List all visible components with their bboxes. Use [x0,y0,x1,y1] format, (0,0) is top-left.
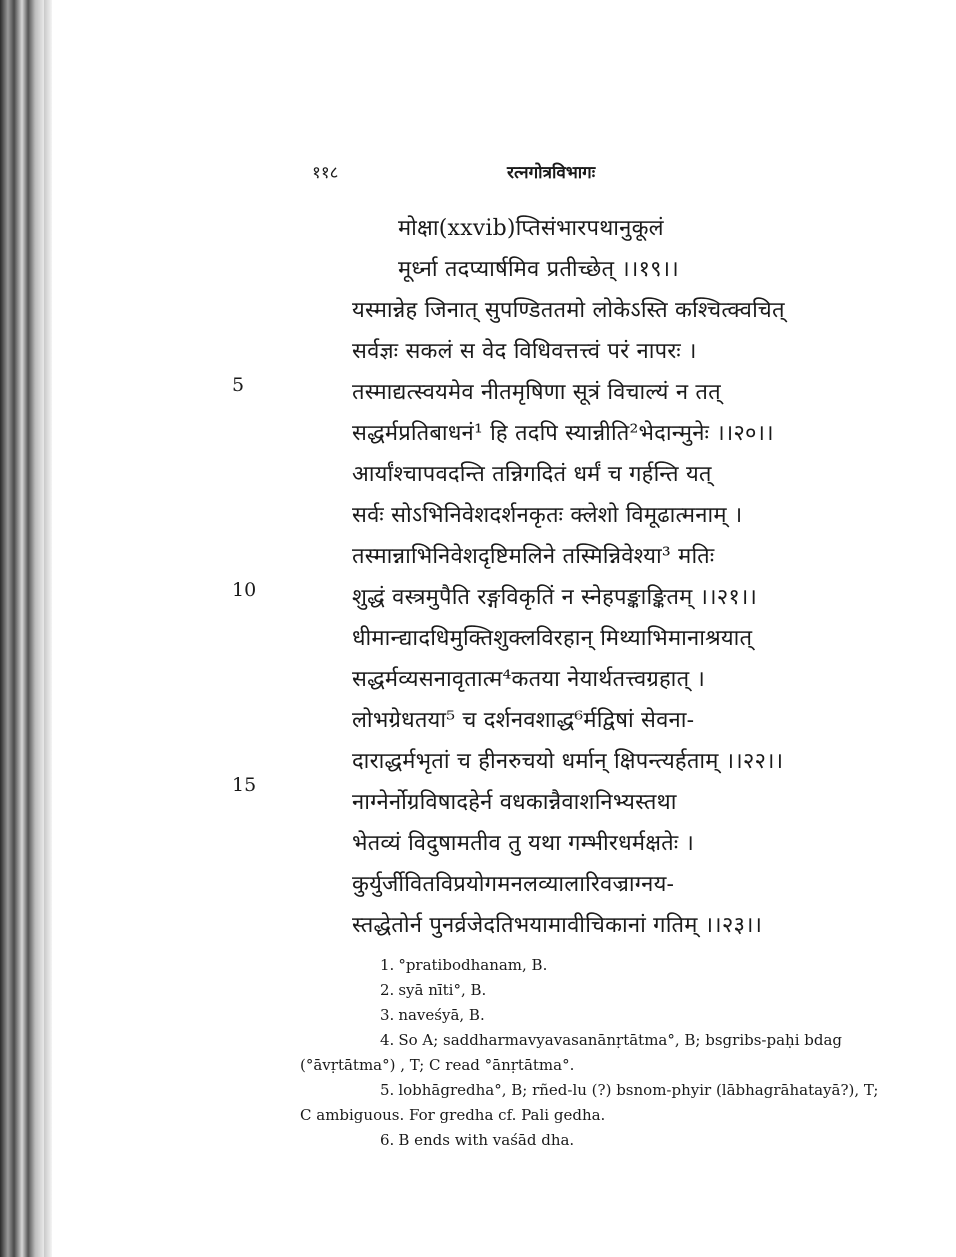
verse-line: मूर्ध्ना तदप्यार्षमिव प्रतीच्छेत् ।।१९।। [398,257,679,282]
verse-line: आर्यांश्चापवदन्ति तन्निगदितं धर्मं च गर्हन्ति यत् [352,462,712,487]
verse-line: कुर्युर्जीवितविप्रयोगमनलव्यालारिवज्राग्नय- [352,872,675,897]
verse-line: लोभग्रेधतया⁵ च दर्शनवशाद्ध⁶र्मद्विषां सेवना- [352,708,695,733]
footnote [300,1128,880,1153]
footnote-marker: 6. [380,1131,395,1149]
margin-line-number: 15 [232,774,257,796]
footnote-text: So A; saddharmavyavasanānṛtātma°, B; bsgribs-paḥi bdag (°āvṛtātma°) , T; C read °ānṛtātma°. [300,1031,843,1074]
footnote-marker: 4. [380,1031,395,1049]
footnote-text: lobhāgredha°, B; rñed-lu (?) bsnom-phyir (lābhagrāhatayā?), T; C ambiguous. For gredha cf. Pali gedha. [300,1081,879,1124]
footnote-marker: 1. [380,956,395,974]
margin-line-number: 10 [232,579,257,601]
footnote-marker: 3. [380,1006,395,1024]
verse-line: शुद्धं वस्त्रमुपैति रङ्गविकृतिं न स्नेहपङ्काङ्कितम् ।।२१।। [352,585,758,610]
footnote-text: B ends with vaśād dha. [398,1131,575,1149]
verse-line: सद्धर्मप्रतिबाधनं¹ हि तदपि स्यान्नीति²भेदान्मुनेः ।।२०।। [352,421,774,446]
page-number: ११८ [312,163,339,183]
footnote-marker: 5. [380,1081,395,1099]
footnotes [300,953,880,1153]
footnote-text: °pratibodhanam, B. [398,956,548,974]
book-spine-edge [44,0,52,1257]
verse-line: स्तद्धेतोर्न पुनर्व्रजेदतिभयामावीचिकानां गतिम् ।।२३।। [352,913,763,938]
verse-line: धीमान्द्यादधिमुक्तिशुक्लविरहान् मिथ्याभिमानाश्रयात् [352,626,753,651]
verse-line: यस्मान्नेह जिनात् सुपण्डिततमो लोकेऽस्ति कश्चित्क्वचित् [352,298,785,323]
footnote-text: syā nīti°, B. [398,981,487,999]
page-header [312,160,872,184]
verse-line: तस्माद्यत्स्वयमेव नीतमृषिणा सूत्रं विचाल्यं न तत् [352,380,721,405]
verse-line: सर्वज्ञः सकलं स वेद विधिवत्तत्त्वं परं नापरः । [352,339,697,364]
verse-block [352,208,912,946]
footnote-text: naveśyā, B. [398,1006,485,1024]
verse-line: दाराद्धर्मभृतां च हीनरुचयो धर्मान् क्षिपन्त्यर्हताम् ।।२२।। [352,749,784,774]
footnote-marker: 2. [380,981,395,999]
margin-line-number: 5 [232,374,245,396]
running-title: रत्नगोत्रविभागः [507,163,596,183]
footnote [300,953,880,978]
footnote [300,978,880,1003]
verse-line: तस्मान्नाभिनिवेशदृष्टिमलिने तस्मिन्निवेश्या³ मतिः [352,544,715,569]
book-spine-shadow [0,0,44,1257]
footnote [300,1028,880,1078]
verse-line: मोक्षा(xxvib)प्तिसंभारपथानुकूलं [398,216,664,241]
verse-line: भेतव्यं विदुषामतीव तु यथा गम्भीरधर्मक्षतेः । [352,831,695,856]
verse-line: सद्धर्मव्यसनावृतात्म⁴कतया नेयार्थतत्त्वग्रहात् । [352,667,706,692]
verse-line: सर्वः सोऽभिनिवेशदर्शनकृतः क्लेशो विमूढात्मनाम् । [352,503,743,528]
verse-line: नाग्नेर्नोग्रविषादहेर्न वधकान्नैवाशनिभ्यस्तथा [352,790,677,815]
footnote [300,1078,880,1128]
footnote [300,1003,880,1028]
